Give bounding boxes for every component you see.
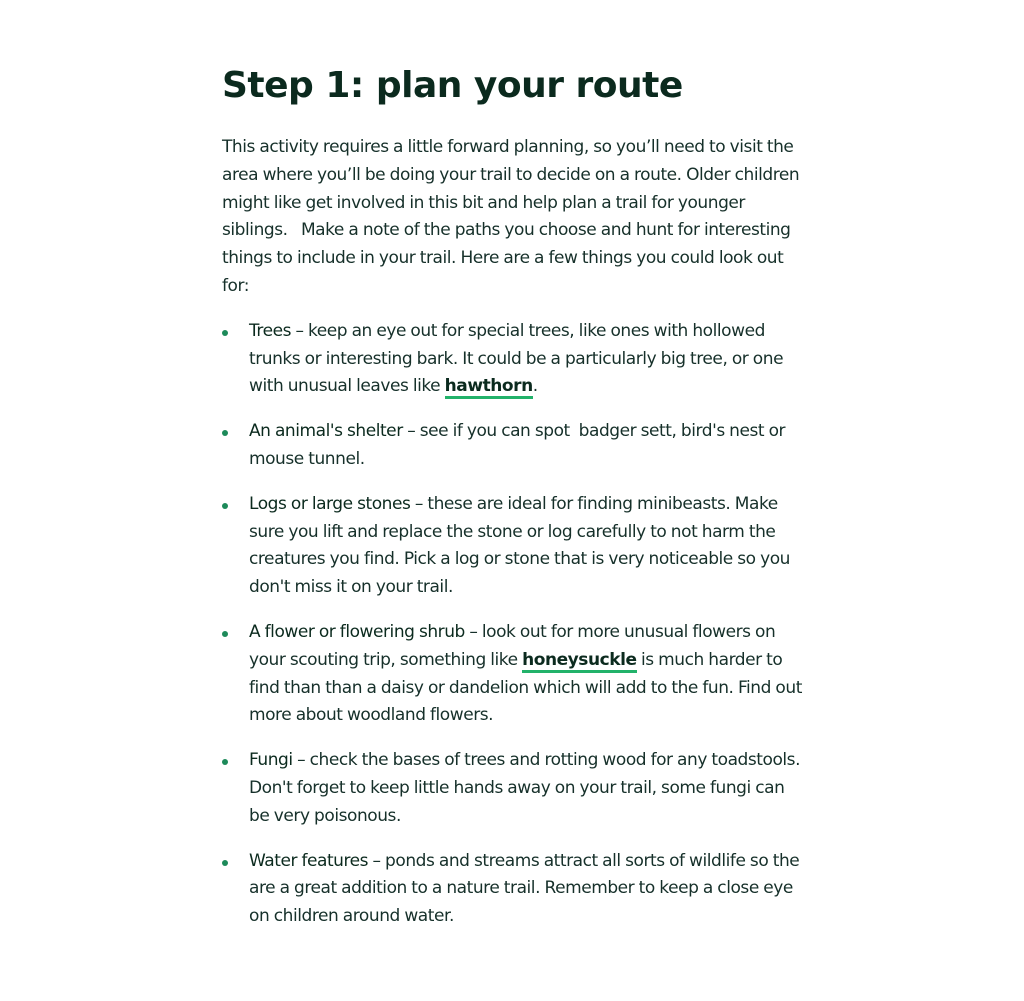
item-term: Logs or large stones xyxy=(249,493,411,514)
list-item-animal-shelter xyxy=(222,418,802,474)
list-item-trees xyxy=(222,318,802,401)
things-to-look-for-list xyxy=(222,318,802,931)
item-term: A flower or flowering shrub xyxy=(249,621,465,642)
item-text: – look out for more unusual flowers on your scouting trip, something like xyxy=(249,621,776,670)
item-text: – see if you can spot badger sett, bird's nest or mouse tunnel. xyxy=(249,421,786,469)
article-section xyxy=(222,62,802,948)
item-text: – check the bases of trees and rotting wood for any toadstools. Don't forget to keep little hands away on your trail, some fungi can be very poisonous. xyxy=(249,750,801,826)
item-term: Fungi xyxy=(249,750,293,771)
item-term: Water features xyxy=(249,850,369,871)
hawthorn-link[interactable]: hawthorn xyxy=(445,376,533,399)
bullet-icon xyxy=(222,330,228,336)
item-text-end: . xyxy=(532,376,538,397)
item-text: – ponds and streams attract all sorts of wildlife so the are a great addition to a nature trail. Remember to keep a close eye on children around water. xyxy=(249,850,800,927)
item-term: Trees xyxy=(249,320,292,341)
list-item-water-features xyxy=(222,848,802,931)
bullet-icon xyxy=(222,631,228,637)
item-text: – keep an eye out for special trees, like ones with hollowed trunks or interesting bark. It could be a particularly big tree, or one with unusual leaves like xyxy=(249,320,784,397)
honeysuckle-link[interactable]: honeysuckle xyxy=(522,650,637,673)
page-title: Step 1: plan your route xyxy=(222,65,683,106)
bullet-icon xyxy=(222,860,228,866)
list-item-flower-shrub xyxy=(222,619,802,730)
list-item-fungi xyxy=(222,747,802,830)
item-text-end: is much harder to find than than a daisy or dandelion which will add to the fun. Find out more about woodland flowers. xyxy=(249,649,802,726)
bullet-icon xyxy=(222,430,228,436)
intro-paragraph: This activity requires a little forward planning, so you’ll need to visit the area where you’ll be doing your trail to decide on a route. Older children might like get involved in this bit and help plan a trail for younger siblings. Make a note of the paths you choose and hunt for interesting things to include in your trail. Here are a few things you could look out for: xyxy=(222,137,800,296)
bullet-icon xyxy=(222,759,228,765)
item-text: – these are ideal for finding minibeasts. Make sure you lift and replace the stone or log carefully to not harm the creatures you find. Pick a log or stone that is very noticeable so you don't miss it on your trail. xyxy=(249,493,790,598)
bullet-icon xyxy=(222,503,228,509)
item-term: An animal's shelter xyxy=(249,421,403,442)
list-item-logs-stones xyxy=(222,491,802,602)
